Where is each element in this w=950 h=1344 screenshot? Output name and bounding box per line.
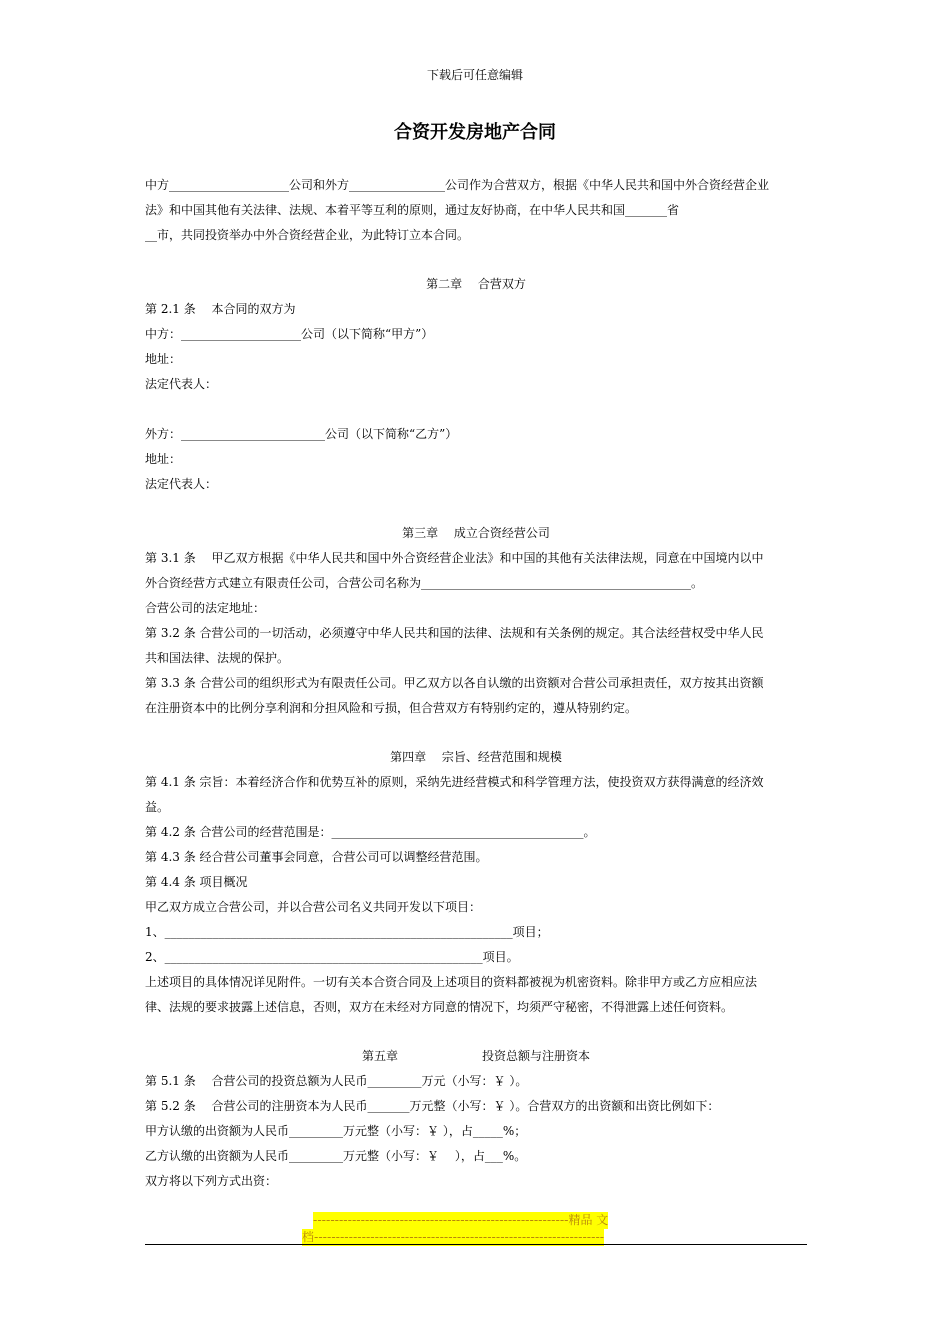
- project-item: 1、__________________________________________________________项目；: [145, 925, 549, 939]
- footer-divider: [145, 1244, 807, 1245]
- chapter-heading: 第二章 合营双方: [426, 277, 526, 291]
- preamble: [145, 173, 807, 248]
- preamble-line: 法》和中国其他有关法律、法规、本着平等互利的原则，通过友好协商，在中华人民共和国_______省: [145, 203, 680, 217]
- chapter-2: [145, 272, 807, 497]
- clause-line: 第 3.3 条 合营公司的组织形式为有限责任公司。甲乙双方以各自认缴的出资额对合营公司承担责任，双方按其出资额: [145, 676, 764, 690]
- legal-rep-label: 法定代表人：: [145, 377, 218, 391]
- clause-line: 第 4.4 条 项目概况: [145, 875, 248, 889]
- clause-line: 第 4.1 条 宗旨：本着经济合作和优势互补的原则，采纳先进经营模式和科学管理方法，使投资双方获得满意的经济效: [145, 775, 764, 789]
- chapter-heading: 第四章 宗旨、经营范围和规模: [390, 750, 562, 764]
- clause-line: 第 4.2 条 合营公司的经营范围是：__________________________________________。: [145, 825, 596, 839]
- address-label: 地址：: [145, 352, 182, 366]
- chapter-4: [145, 745, 807, 1020]
- chapter-heading: 第五章 投资总额与注册资本: [361, 1049, 590, 1063]
- document-title: 合资开发房地产合同: [394, 122, 556, 143]
- clause-line: 第 5.2 条 合营公司的注册资本为人民币_______万元整（小写：￥ ）。合营双方的出资额和出资比例如下：: [145, 1099, 720, 1113]
- preamble-line: 中方____________________公司和外方________________公司作为合营双方，根据《中华人民共和国中外合资经营企业: [145, 178, 770, 192]
- footer-text-line: -----------------------------------------------------------精品 文: [313, 1213, 609, 1227]
- clause-line: 乙方认缴的出资额为人民币_________万元整（小写：￥ ），占___%。: [145, 1149, 527, 1163]
- clause-line: 外合资经营方式建立有限责任公司，合营公司名称为_____________________________________________。: [145, 576, 704, 590]
- chapter-3: [145, 521, 807, 721]
- clause-line: 双方将以下列方式出资：: [145, 1174, 278, 1188]
- legal-rep-label: 法定代表人：: [145, 477, 218, 491]
- clause-line: 第 2.1 条 本合同的双方为: [145, 302, 296, 316]
- spacer: [145, 397, 807, 422]
- clause-line: 益。: [145, 800, 170, 814]
- clause-line: 第 4.3 条 经合营公司董事会同意，合营公司可以调整经营范围。: [145, 850, 488, 864]
- party-b-line: 外方：________________________公司（以下简称“乙方”）: [145, 427, 458, 441]
- header-note: 下载后可任意编辑: [426, 68, 523, 82]
- clause-line: 第 5.1 条 合营公司的投资总额为人民币_________万元（小写：￥ ）。: [145, 1074, 528, 1088]
- address-label: 地址：: [145, 452, 182, 466]
- clause-line: 甲乙双方成立合营公司，并以合营公司名义共同开发以下项目：: [145, 900, 482, 914]
- party-a-line: 中方：____________________公司（以下简称“甲方”）: [145, 327, 434, 341]
- preamble-line: __市，共同投资举办中外合资经营企业，为此特订立本合同。: [145, 228, 470, 242]
- chapter-heading: 第三章 成立合资经营公司: [402, 526, 550, 540]
- footer-text-line: 档-------------------------------------------------------------------: [302, 1230, 605, 1244]
- clause-line: 在注册资本中的比例分享利润和分担风险和亏损，但合营双方有特别约定的，遵从特别约定。: [145, 701, 638, 715]
- project-item: 2、_____________________________________________________项目。: [145, 950, 519, 964]
- chapter-5: [145, 1044, 807, 1194]
- clause-line: 第 3.2 条 合营公司的一切活动，必须遵守中华人民共和国的法律、法规和有关条例的规定。其合法经营权受中华人民: [145, 626, 764, 640]
- clause-line: 律、法规的要求披露上述信息，否则，双方在未经对方同意的情况下，均须严守秘密，不得泄露上述任何资料。: [145, 1000, 734, 1014]
- clause-line: 上述项目的具体情况详见附件。一切有关本合资合同及上述项目的资料都被视为机密资料。除非甲方或乙方应相应法: [145, 975, 758, 989]
- clause-line: 甲方认缴的出资额为人民币_________万元整（小写：￥ ），占_____%；: [145, 1124, 527, 1138]
- clause-line: 第 3.1 条 甲乙双方根据《中华人民共和国中外合资经营企业法》和中国的其他有关法律法规，同意在中国境内以中: [145, 551, 764, 565]
- clause-line: 合营公司的法定地址：: [145, 601, 266, 615]
- clause-line: 共和国法律、法规的保护。: [145, 651, 290, 665]
